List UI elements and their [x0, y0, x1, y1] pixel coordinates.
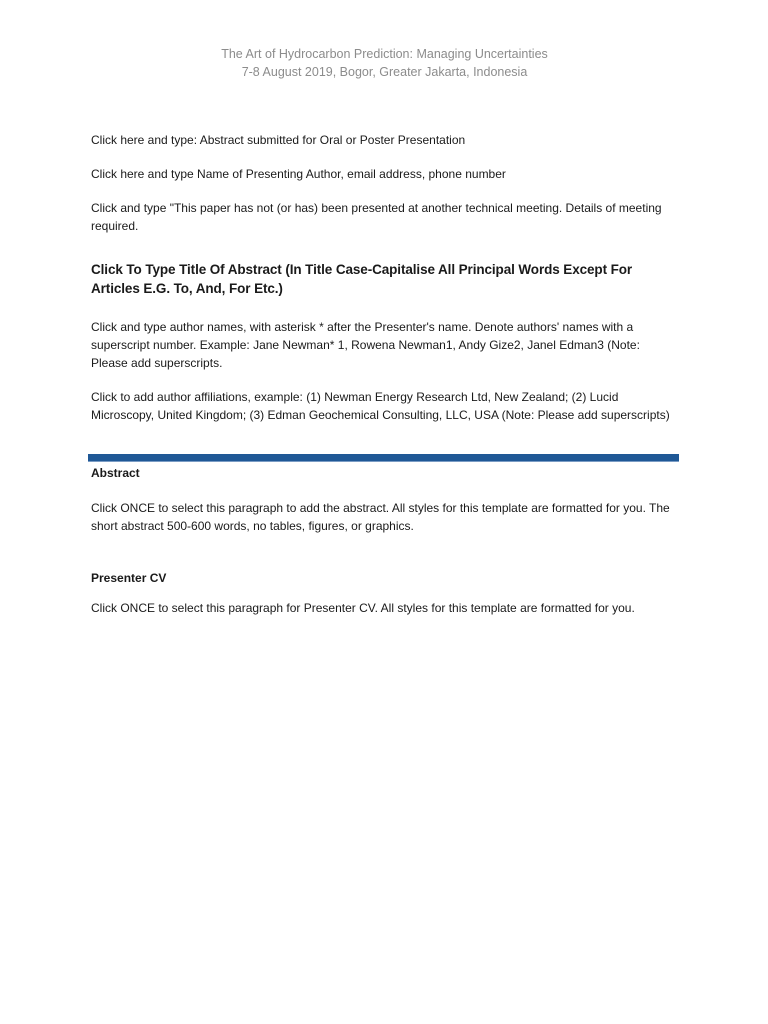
presenting-author-field[interactable]: Click here and type Name of Presenting Author, email address, phone number [91, 167, 506, 181]
author-names-field[interactable]: Click and type author names, with asterisk * after the Presenter's name. Denote authors' names with a superscript number. Example: Jane Newman* 1, Rowena Newman1, Andy Gize2, Janel Edman3 (Note: Please add superscripts. [91, 320, 640, 370]
section-divider [88, 454, 679, 462]
meeting-statement-field[interactable]: Click and type "This paper has not (or has) been presented at another technical meeting. Details of meeting required. [91, 201, 662, 233]
abstract-body-field[interactable]: Click ONCE to select this paragraph to add the abstract. All styles for this template are formatted for you. The short abstract 500-600 words, no tables, figures, or graphics. [91, 501, 670, 533]
abstract-title-field[interactable]: Click To Type Title Of Abstract (In Title Case-Capitalise All Principal Words Except For Articles E.G. To, And, For Etc.) [91, 262, 633, 296]
page-header [91, 0, 678, 81]
header-conference-date-location: 7-8 August 2019, Bogor, Greater Jakarta, Indonesia [241, 65, 528, 79]
header-conference-title: The Art of Hydrocarbon Prediction: Managing Uncertainties [221, 47, 548, 61]
presenter-cv-heading: Presenter CV [91, 571, 167, 585]
presenter-cv-body-field[interactable]: Click ONCE to select this paragraph for Presenter CV. All styles for this template are formatted for you. [91, 601, 635, 615]
presentation-type-field[interactable]: Click here and type: Abstract submitted for Oral or Poster Presentation [91, 133, 466, 147]
author-affiliations-field[interactable]: Click to add author affiliations, example: (1) Newman Energy Research Ltd, New Zealand; (2) Lucid Microscopy, United Kingdom; (3) Edman Geochemical Consulting, LLC, USA (Note: Please add superscripts) [91, 390, 670, 422]
abstract-heading: Abstract [91, 466, 140, 480]
